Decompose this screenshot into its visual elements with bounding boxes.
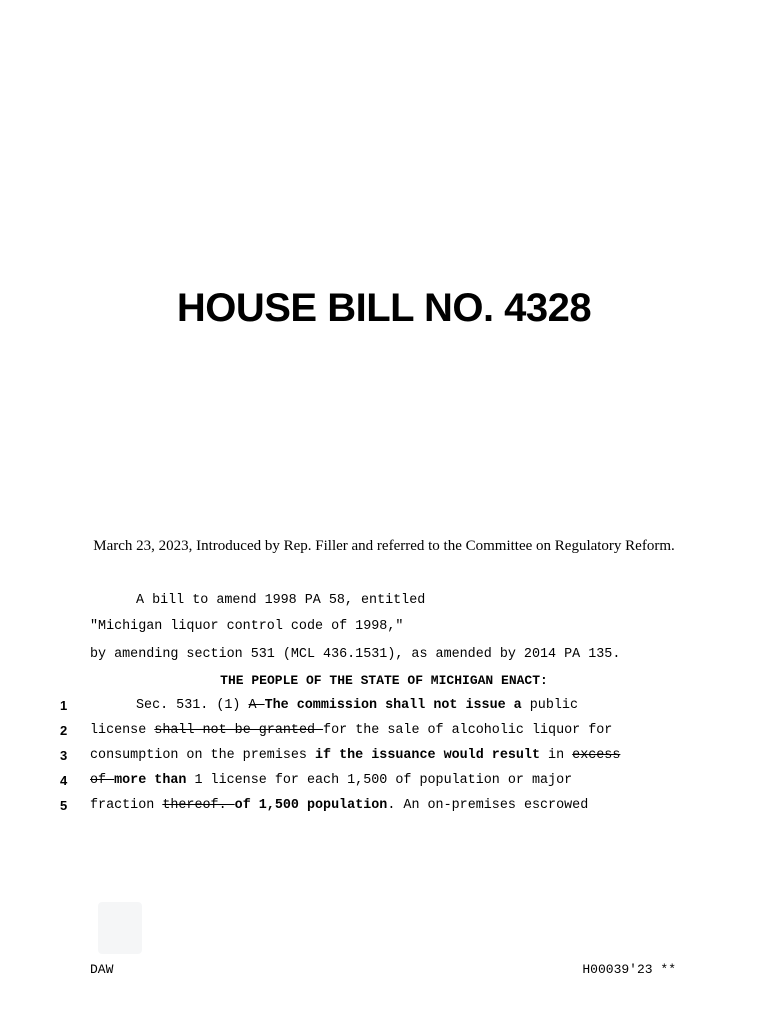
bill-text-line-3 xyxy=(90,748,620,763)
line-number: 1 xyxy=(60,698,68,713)
bill-text-line-1 xyxy=(136,698,578,713)
preamble-line-3: by amending section 531 (MCL 436.1531), as amended by 2014 PA 135. xyxy=(90,647,621,662)
struck-text: A xyxy=(248,698,265,713)
line-number: 2 xyxy=(60,723,68,738)
struck-text: of xyxy=(90,773,115,788)
plain-text: fraction xyxy=(90,798,163,813)
struck-text: shall not be granted xyxy=(154,723,324,738)
inserted-text: The commission shall not issue a xyxy=(264,698,522,713)
plain-text: license xyxy=(90,723,155,738)
bill-title: HOUSE BILL NO. 4328 xyxy=(176,286,592,330)
struck-text: excess xyxy=(572,748,621,763)
inserted-text: more than xyxy=(114,773,187,788)
footer-drafter-code: DAW xyxy=(90,962,114,977)
line-number: 3 xyxy=(60,748,68,763)
inserted-text: if the issuance would result xyxy=(315,748,540,763)
struck-text: thereof. xyxy=(162,798,235,813)
bill-text-line-5 xyxy=(90,798,588,813)
line-number: 4 xyxy=(60,773,68,788)
plain-text: Sec. 531. (1) xyxy=(136,698,249,713)
bill-text-line-4 xyxy=(90,773,572,788)
enacting-clause: THE PEOPLE OF THE STATE OF MICHIGAN ENACT: xyxy=(220,673,548,688)
line-number: 5 xyxy=(60,798,68,813)
preamble-line-2: "Michigan liquor control code of 1998," xyxy=(90,619,404,634)
plain-text: for the sale of alcoholic liquor for xyxy=(323,723,613,738)
plain-text: public xyxy=(521,698,578,713)
plain-text: consumption on the premises xyxy=(90,748,315,763)
plain-text: in xyxy=(540,748,573,763)
bill-text-line-2 xyxy=(90,723,612,738)
plain-text: 1 license for each 1,500 of population or major xyxy=(186,773,573,788)
footer-document-id: H00039'23 ** xyxy=(582,962,676,977)
watermark-seal-icon xyxy=(94,898,146,958)
plain-text: . An on-premises escrowed xyxy=(387,798,589,813)
inserted-text: of 1,500 population xyxy=(234,798,388,813)
introduction-line: March 23, 2023, Introduced by Rep. Filler and referred to the Committee on Regulatory Reform. xyxy=(93,538,675,554)
preamble-line-1: A bill to amend 1998 PA 58, entitled xyxy=(136,593,426,608)
